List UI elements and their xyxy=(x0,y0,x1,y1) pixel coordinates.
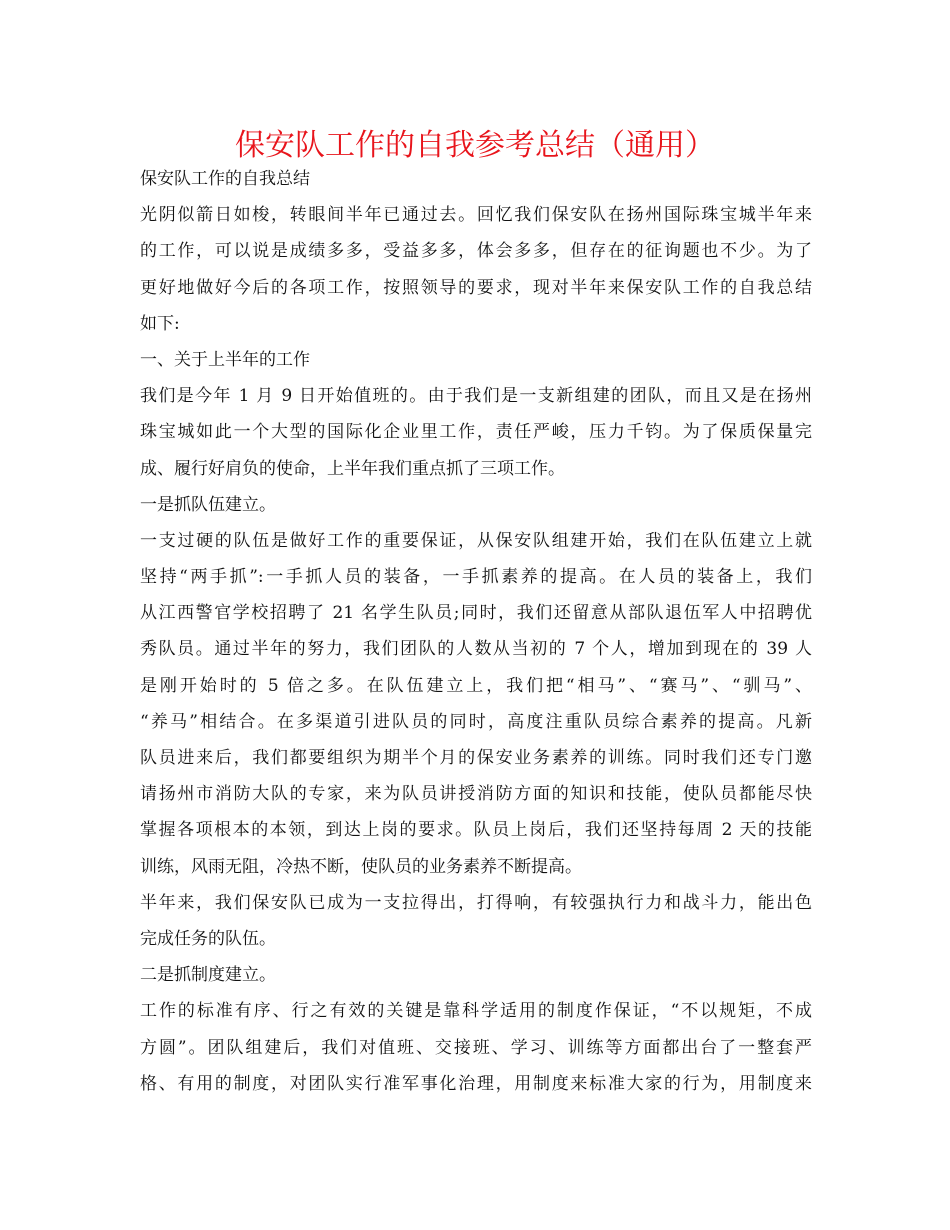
document-title: 保安队工作的自我参考总结（通用） xyxy=(235,128,715,163)
document-body xyxy=(140,161,812,1102)
body-line: 一支过硬的队伍是做好工作的重要保证，从保安队组建开始，我们在队伍建立上就 xyxy=(140,530,812,551)
body-line: 秀队员。通过半年的努力，我们团队的人数从当初的 7 个人，增加到现在的 39 人 xyxy=(140,639,812,660)
body-line: 工作的标准有序、行之有效的关键是靠科学适用的制度作保证，“不以规矩，不成 xyxy=(140,1001,812,1022)
document-subtitle: 保安队工作的自我总结 xyxy=(140,169,310,189)
body-line: 队员进来后，我们都要组织为期半个月的保安业务素养的训练。同时我们还专门邀 xyxy=(140,748,812,768)
body-line: 请扬州市消防大队的专家，来为队员讲授消防方面的知识和技能，使队员都能尽快 xyxy=(140,784,812,805)
subsection-heading: 一是抓队伍建立。 xyxy=(140,494,276,515)
body-line: 是刚开始时的 5 倍之多。在队伍建立上，我们把“相马”、“赛马”、“驯马”、 xyxy=(140,675,812,696)
body-line: 半年来，我们保安队已成为一支拉得出，打得响，有较强执行力和战斗力，能出色 xyxy=(140,892,812,913)
section-heading: 一、关于上半年的工作 xyxy=(140,349,310,370)
body-line: 从江西警官学校招聘了 21 名学生队员;同时，我们还留意从部队退伍军人中招聘优 xyxy=(140,603,812,624)
body-line: 完成任务的队伍。 xyxy=(140,928,276,949)
body-line: 方圆”。团队组建后，我们对值班、交接班、学习、训练等方面都出台了一整套严 xyxy=(140,1037,812,1058)
subsection-heading: 二是抓制度建立。 xyxy=(140,965,276,986)
body-line: 我们是今年 1 月 9 日开始值班的。由于我们是一支新组建的团队，而且又是在扬州 xyxy=(140,386,812,407)
body-line: 光阴似箭日如梭，转眼间半年已通过去。回忆我们保安队在扬州国际珠宝城半年来 xyxy=(140,205,812,226)
body-line: 掌握各项根本的本领，到达上岗的要求。队员上岗后，我们还坚持每周 2 天的技能 xyxy=(140,820,812,841)
body-line: 坚持“两手抓”:一手抓人员的装备，一手抓素养的提高。在人员的装备上，我们 xyxy=(140,567,812,588)
body-line: 珠宝城如此一个大型的国际化企业里工作，责任严峻，压力千钧。为了保质保量完 xyxy=(140,422,812,443)
body-line: 格、有用的制度，对团队实行准军事化治理，用制度来标准大家的行为，用制度来 xyxy=(140,1073,812,1094)
body-line: 训练，风雨无阻，冷热不断，使队员的业务素养不断提高。 xyxy=(140,856,582,877)
body-line: 的工作，可以说是成绩多多，受益多多，体会多多，但存在的征询题也不少。为了 xyxy=(140,241,812,262)
body-line: 如下: xyxy=(140,313,180,334)
body-line: 成、履行好肩负的使命，上半年我们重点抓了三项工作。 xyxy=(140,458,565,479)
body-line: “养马”相结合。在多渠道引进队员的同时，高度注重队员综合素养的提高。凡新 xyxy=(140,711,812,732)
body-line: 更好地做好今后的各项工作，按照领导的要求，现对半年来保安队工作的自我总结 xyxy=(140,277,812,298)
